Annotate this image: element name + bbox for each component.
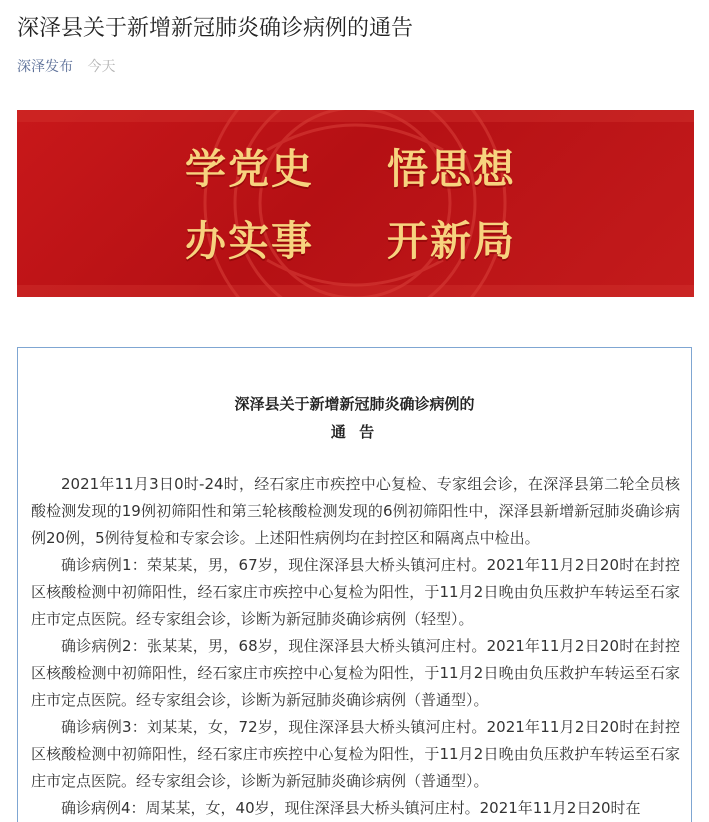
notice-paragraph-case-2: 确诊病例2：张某某，男，68岁，现住深泽县大桥头镇河庄村。2021年11月2日20时在封控区核酸检测中初筛阳性，经石家庄市疾控中心复检为阳性，于11月2日晚由负压救护车转运至石家庄市定点医院。经专家组会诊，诊断为新冠肺炎确诊病例（普通型）。	[31, 637, 680, 709]
banner-slogan-3: 办实事	[185, 217, 314, 265]
article-meta	[17, 57, 115, 77]
banner-slogan-2: 悟思想	[387, 145, 516, 193]
banner-image	[17, 110, 694, 297]
notice-heading: 深泽县关于新增新冠肺炎确诊病例的	[234, 395, 475, 413]
notice-paragraph-case-1: 确诊病例1：荣某某，男，67岁，现住深泽县大桥头镇河庄村。2021年11月2日20时在封控区核酸检测中初筛阳性，经石家庄市疾控中心复检为阳性，于11月2日晚由负压救护车转运至石家庄市定点医院。经专家组会诊，诊断为新冠肺炎确诊病例（轻型）。	[31, 556, 680, 628]
banner-slogan-4: 开新局	[387, 217, 516, 265]
banner-slogan-1: 学党史	[185, 145, 314, 193]
notice-box	[17, 347, 692, 822]
publish-date: 今天	[87, 59, 116, 75]
notice-heading-subtitle: 通 告	[330, 423, 379, 441]
article-title: 深泽县关于新增新冠肺炎确诊病例的通告	[17, 16, 414, 41]
notice-paragraph-case-3: 确诊病例3：刘某某，女，72岁，现住深泽县大桥头镇河庄村。2021年11月2日20时在封控区核酸检测中初筛阳性，经石家庄市疾控中心复检为阳性，于11月2日晚由负压救护车转运至石家庄市定点医院。经专家组会诊，诊断为新冠肺炎确诊病例（普通型）。	[31, 718, 680, 790]
banner-emblem-decoration	[17, 110, 694, 297]
notice-paragraph-case-4: 确诊病例4：周某某，女，40岁，现住深泽县大桥头镇河庄村。2021年11月2日20时在	[61, 799, 641, 817]
notice-paragraph-summary: 2021年11月3日0时-24时，经石家庄市疾控中心复检、专家组会诊，在深泽县第二轮全员核酸检测发现的19例初筛阳性和第三轮核酸检测发现的6例初筛阳性中，深泽县新增新冠肺炎确诊病例20例，5例待复检和专家会诊。上述阳性病例均在封控区和隔离点中检出。	[31, 475, 680, 547]
account-name-link[interactable]: 深泽发布	[17, 59, 73, 75]
